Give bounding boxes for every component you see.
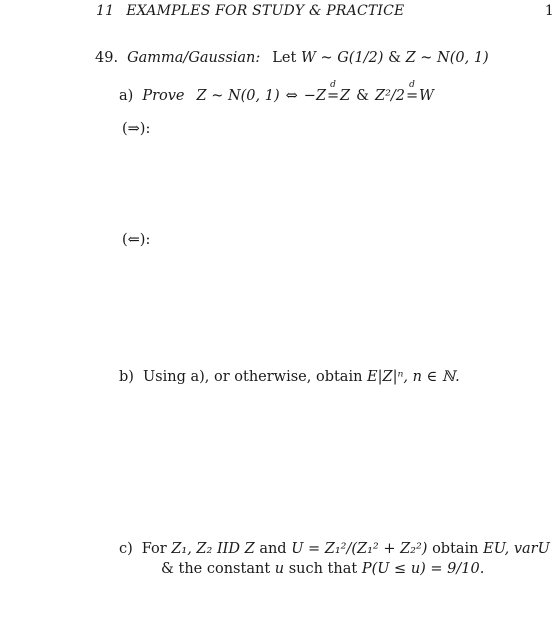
equal-in-distribution-2 bbox=[405, 80, 419, 104]
backward-direction-label: (⇐): bbox=[122, 232, 151, 248]
part-c-vars: Z₁, Z₂ bbox=[171, 541, 213, 557]
chapter-number: 11 bbox=[96, 3, 115, 19]
forward-direction-label: (⇒): bbox=[122, 121, 151, 137]
part-c-line-2 bbox=[161, 561, 484, 577]
equal-in-distribution-1 bbox=[326, 80, 340, 104]
d-mark: d bbox=[409, 80, 415, 90]
part-a-verb: Prove bbox=[142, 88, 185, 104]
part-c-line2-prefix: & the constant bbox=[161, 561, 271, 577]
part-c-and: and bbox=[259, 541, 287, 557]
chapter-heading bbox=[96, 3, 404, 19]
eq-sign: = bbox=[326, 88, 340, 104]
part-c-obtain: obtain bbox=[432, 541, 479, 557]
part-a bbox=[119, 80, 434, 104]
neg-z: −Z bbox=[303, 88, 327, 104]
problem-statement bbox=[95, 50, 489, 66]
rhs-z: Z bbox=[340, 88, 351, 104]
setup-and: & bbox=[388, 50, 401, 66]
part-c-iid: IID Z bbox=[216, 541, 255, 557]
part-c-eu: EU, bbox=[483, 541, 510, 557]
problem-topic: Gamma/Gaussian: bbox=[127, 50, 261, 66]
setup-z: Z ~ N(0, 1) bbox=[405, 50, 489, 66]
part-b-expr: E|Z|ⁿ, bbox=[367, 369, 408, 385]
part-c-label: c) bbox=[119, 541, 133, 557]
part-c-varu: varU bbox=[513, 541, 550, 557]
part-a-label: a) bbox=[119, 88, 134, 104]
part-c-line2-mid: such that bbox=[288, 561, 358, 577]
rhs-w: W bbox=[419, 88, 434, 104]
part-b bbox=[119, 369, 460, 385]
chapter-title: EXAMPLES FOR STUDY & PRACTICE bbox=[126, 3, 405, 19]
part-b-domain: n ∈ ℕ. bbox=[412, 369, 460, 385]
setup-w: W ~ G(1/2) bbox=[300, 50, 384, 66]
part-c-u-def: U = Z₁²/(Z₁² + Z₂²) bbox=[291, 541, 428, 557]
page-header bbox=[96, 3, 558, 23]
iff-symbol: ⇔ bbox=[285, 88, 298, 104]
part-c-u-var: u bbox=[274, 561, 285, 577]
setup-prefix: Let bbox=[272, 50, 297, 66]
d-mark: d bbox=[330, 80, 336, 90]
part-c-prob-expr: P(U ≤ u) = 9/10. bbox=[361, 561, 485, 577]
part-c-line-1 bbox=[119, 541, 550, 557]
part-a-and: & bbox=[356, 88, 370, 104]
part-b-text: Using a), or otherwise, obtain bbox=[142, 369, 363, 385]
part-a-lhs: Z ~ N(0, 1) bbox=[196, 88, 280, 104]
part-c-for: For bbox=[141, 541, 167, 557]
z-squared-over-2: Z²/2 bbox=[375, 88, 406, 104]
eq-sign: = bbox=[405, 88, 419, 104]
problem-number: 49. bbox=[95, 50, 119, 66]
page-number: 1 bbox=[544, 3, 554, 19]
part-b-label: b) bbox=[119, 369, 134, 385]
